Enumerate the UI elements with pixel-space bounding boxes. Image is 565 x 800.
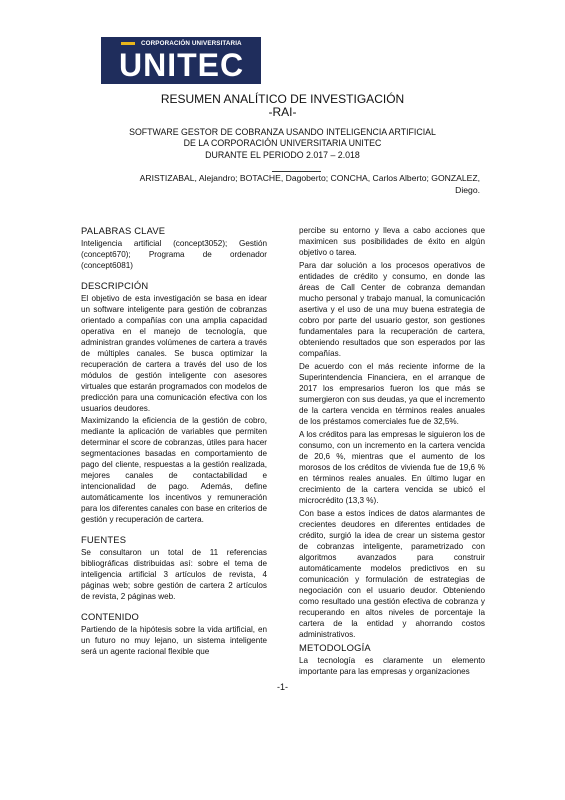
subtitle-line-1: SOFTWARE GESTOR DE COBRANZA USANDO INTELIGENCIA ARTIFICIAL (129, 127, 436, 137)
contenido-paragraph-3: De acuerdo con el más reciente informe de la Superintendencia Financiera, en el arranque de 2017 los empresarios fueron los que más se sumergieron con sus deudas, ya que el incremento de la cartera vencida en términos reales anuales de los préstamos comerciales fue de 32,5%. (299, 362, 485, 426)
logo-wordmark: UNITEC (119, 47, 245, 83)
page-number: -1- (277, 682, 288, 692)
contenido-paragraph-4: A los créditos para las empresas le siguieron los de consumo, con un incremento en la cartera vencida de 20,6 %, mientras que el aumento de los morosos de los créditos de vivienda fue de 19,6 % en términos reales anuales. En último lugar en crecimiento de la cartera vencida se ubicó el microcrédito (13,3 %). (299, 430, 485, 505)
contenido-text: Partiendo de la hipótesis sobre la vida artificial, en un futuro no muy lejano, un sistema inteligente será un agente racional flexible que (81, 625, 267, 656)
fuentes-text: Se consultaron un total de 11 referencias bibliográficas distribuidas así: sobre el tema de inteligencia artificial 3 artículos de revista, 4 páginas web; sobre gestión de cartera 2 artículos de revista, 2 páginas web. (81, 548, 267, 601)
section-title-fuentes: FUENTES (81, 534, 127, 545)
right-column (299, 225, 485, 679)
logo-subtitle: CORPORACIÓN UNIVERSITARIA (141, 40, 242, 47)
unitec-logo (101, 37, 261, 84)
contenido-paragraph-5: Con base a estos índices de datos alarmantes de crecientes deudores en diferentes entidades de crédito, surgió la idea de crear un sistema gestor de cobranzas inteligente, parametrizado con algoritmos avanzados para construir automáticamente modelos predictivos en su comunicación y formulación de estrategias de negociación con el usuario deudor. Obteniendo como resultado una gestión efectiva de cobranza y recuperando en altos niveles de porcentaje la cartera de la entidad y ahorrando costos administrativos. (299, 509, 485, 639)
left-column (81, 225, 267, 658)
document-title: RESUMEN ANALÍTICO DE INVESTIGACIÓN (160, 92, 405, 106)
contenido-paragraph-1: percibe su entorno y lleva a cabo acciones que maximicen sus posibilidades de éxito en algún objetivo o tarea. (299, 226, 485, 257)
section-title-palabras-clave: PALABRAS CLAVE (81, 225, 166, 236)
subtitle-line-3: DURANTE EL PERIODO 2.017 – 2.018 (205, 150, 360, 160)
descripcion-paragraph-1: El objetivo de esta investigación se basa en idear un software inteligente para gestión de cobranzas orientado a compañías con una amplia capacidad operativa en el manejo de tecnología, que administran grandes volúmenes de cartera a través de múltiples canales. Se busca optimizar la recuperación de cartera a través del uso de los módulos de gestión inteligente con asesores virtuales que estarán programados con modelos de predicción para una comunicación efectiva con los usuarios deudores. (81, 294, 267, 413)
descripcion-paragraph-2: Maximizando la eficiencia de la gestión de cobro, mediante la aplicación de variables que permiten determinar el score de cobranzas, útiles para hacer segmentaciones basadas en comportamiento de pago del cliente, respuestas a la gestión realizada, mejores canales de contactabilidad e intencionalidad de pago. Además, define automáticamente los incentivos y remuneración para los diferentes canales con base en criterios de gestión y recuperación de cartera. (81, 416, 267, 524)
authors: ARISTIZABAL, Alejandro; BOTACHE, Dagoberto; CONCHA, Carlos Alberto; GONZALEZ, Diego. (139, 173, 480, 195)
section-title-contenido: CONTENIDO (81, 611, 140, 622)
logo-accent-bar (121, 42, 135, 45)
section-title-metodologia: METODOLOGÍA (299, 642, 371, 653)
section-title-descripcion: DESCRIPCIÓN (81, 280, 149, 291)
palabras-clave-text: Inteligencia artificial (concept3052); Gestión (concept670); Programa de ordenador (concept6081) (81, 239, 267, 270)
contenido-paragraph-2: Para dar solución a los procesos operativos de entidades de crédito y consumo, en donde las áreas de Call Center de cobranza demandan mucho personal y trabajo manual, la comunicación asertiva y el uso de una muy buena estrategia de cobro por parte del usuario gestor, son gestiones fundamentales para la recuperación de cartera, obteniendo resultados que son esperados por las compañías. (299, 261, 485, 358)
subtitle-line-2: DE LA CORPORACIÓN UNIVERSITARIA UNITEC (183, 138, 382, 148)
metodologia-text: La tecnología es claramente un elemento importante para las empresas y organizaciones (299, 656, 485, 676)
document-title-abbrev: -RAI- (268, 105, 297, 119)
